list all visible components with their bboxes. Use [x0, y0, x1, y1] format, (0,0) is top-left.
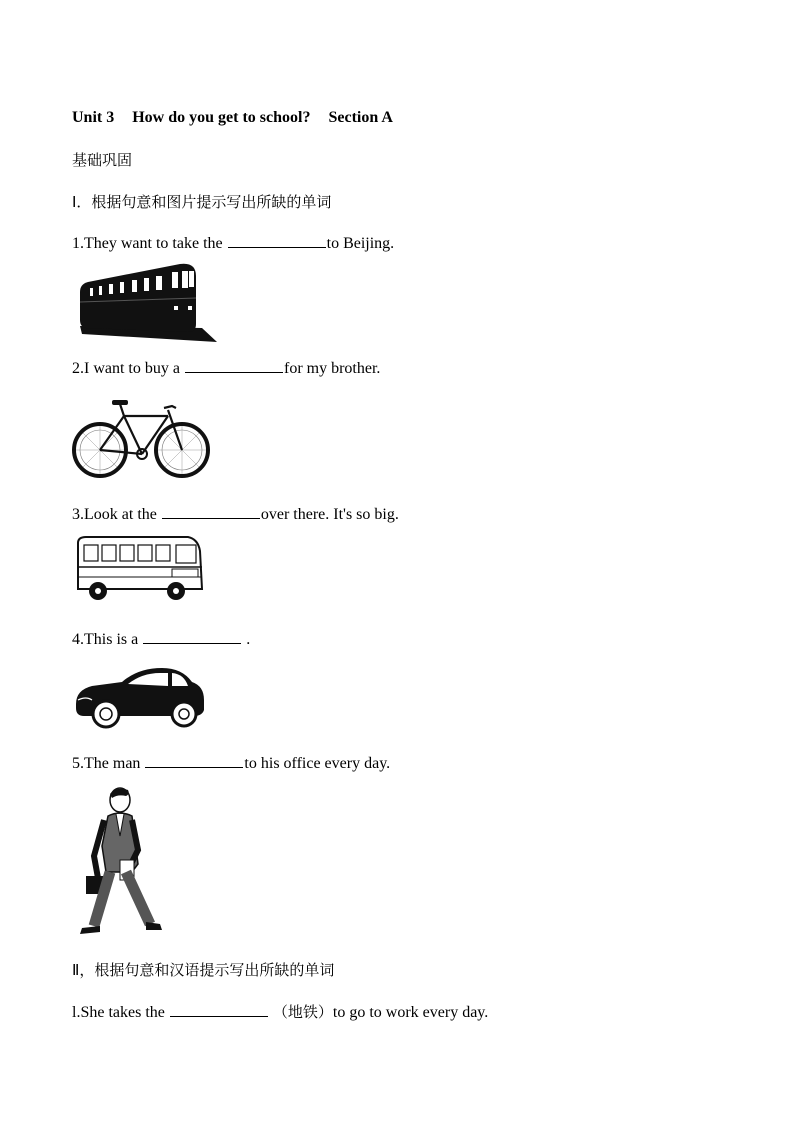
question-5	[72, 753, 390, 774]
question-2-after: for my brother.	[283, 360, 381, 377]
question-4-after: .	[242, 631, 251, 648]
part2-heading: Ⅱ，根据句意和汉语提示写出所缺的单词	[72, 961, 335, 979]
answer-blank-3[interactable]	[162, 504, 260, 519]
question-2	[72, 358, 380, 379]
question-5-after: to his office every day.	[244, 755, 391, 772]
part2-question-1-before: l.She takes the	[72, 1004, 169, 1021]
unit-question: How do you get to school?	[132, 109, 311, 126]
question-1-before: 1.They want to take the	[72, 235, 227, 252]
subtitle: 基础巩固	[72, 151, 133, 169]
question-4	[72, 629, 250, 650]
car-icon	[72, 660, 207, 732]
bicycle-icon	[72, 396, 212, 480]
section-label: Section A	[328, 109, 393, 126]
page-title	[72, 108, 393, 128]
part2-question-1-after: to go to work every day.	[332, 1004, 489, 1021]
part2-answer-blank-1[interactable]	[170, 1002, 268, 1017]
unit-label: Unit 3	[72, 109, 115, 126]
part2-question-1-hint: （地铁）	[272, 1003, 333, 1021]
question-3	[72, 504, 399, 525]
question-1	[72, 233, 394, 254]
question-4-before: 4.This is a	[72, 631, 143, 648]
part1-heading: Ⅰ．根据句意和图片提示写出所缺的单词	[72, 193, 332, 211]
question-1-after: to Beijing.	[326, 235, 395, 252]
answer-blank-5[interactable]	[145, 753, 243, 768]
train-icon	[72, 262, 217, 342]
question-5-before: 5.The man	[72, 755, 145, 772]
walking-man-icon	[72, 786, 172, 942]
part2-question-1	[72, 1002, 488, 1023]
answer-blank-4[interactable]	[143, 629, 241, 644]
question-2-before: 2.I want to buy a	[72, 360, 184, 377]
answer-blank-1[interactable]	[228, 233, 326, 248]
answer-blank-2[interactable]	[185, 358, 283, 373]
question-3-after: over there. It's so big.	[260, 506, 399, 523]
question-3-before: 3.Look at the	[72, 506, 161, 523]
bus-icon	[72, 533, 207, 605]
